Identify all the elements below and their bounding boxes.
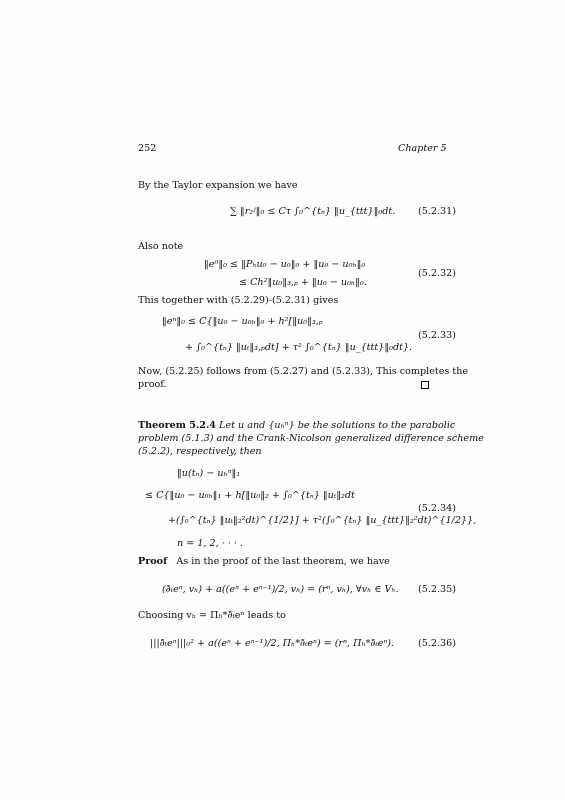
equation-5-2-33-line1: ‖eⁿ‖₀ ≤ C{‖u₀ − u₀ₕ‖₀ + h²[‖u₀‖₃,ₚ	[162, 316, 323, 327]
eq-number-32: (5.2.32)	[418, 268, 457, 279]
theorem-line3: (5.2.2), respectively, then	[138, 446, 262, 457]
text-also-note: Also note	[138, 241, 184, 252]
equation-5-2-34-line3: +(∫₀^{tₙ} ‖uₜ‖₂²dt)^{1/2}] + τ²(∫₀^{tₙ} ‖u_{ttt}‖₂²dt)^{1/2}},	[168, 515, 477, 526]
eq-number-35: (5.2.35)	[418, 584, 457, 595]
text-now-line2: proof.	[138, 379, 167, 390]
equation-5-2-32-line2: ≤ Ch²‖u₀‖₃,ₚ + ‖u₀ − u₀ₕ‖₀.	[239, 277, 367, 288]
equation-5-2-34-line2: ≤ C{‖u₀ − u₀ₕ‖₁ + h[‖u₀‖₂ + ∫₀^{tₙ} ‖uₜ‖₂dt	[145, 490, 355, 501]
text-now-line1: Now, (5.2.25) follows from (5.2.27) and (5.2.33), This completes the	[138, 366, 469, 377]
eq-number-31: (5.2.31)	[418, 206, 457, 217]
equation-5-2-34-line4: n = 1, 2, · · · .	[177, 538, 244, 549]
proof-line1: As in the proof of the last theorem, we have	[176, 556, 390, 567]
equation-5-2-34-line1: ‖u(tₙ) − uₕⁿ‖₁	[177, 468, 241, 479]
equation-5-2-36: |||∂̄ₜeⁿ|||₀² + a((eⁿ + eⁿ⁻¹)/2, Πₕ*∂̄ₜeⁿ) = (rⁿ, Πₕ*∂̄ₜeⁿ).	[150, 638, 395, 649]
theorem-block	[138, 420, 455, 432]
theorem-label: Theorem 5.2.4	[138, 420, 216, 431]
theorem-line1: Let u and {uₕⁿ} be the solutions to the parabolic	[219, 420, 456, 431]
eq-number-36: (5.2.36)	[418, 638, 457, 649]
proof-block	[138, 556, 390, 568]
eq-number-34: (5.2.34)	[418, 503, 457, 514]
eq-number-33: (5.2.33)	[418, 330, 457, 341]
page-number: 252	[138, 143, 157, 154]
qed-symbol	[421, 381, 429, 389]
proof-choosing: Choosing vₕ = Πₕ*∂̄ₜeⁿ leads to	[138, 610, 286, 621]
equation-5-2-31: ∑ ‖r₂ʲ‖₀ ≤ Cτ ∫₀^{tₙ} ‖u_{ttt}‖₀dt.	[230, 206, 396, 217]
text-taylor: By the Taylor expansion we have	[138, 180, 298, 191]
equation-5-2-35: (∂̄ₜeⁿ, vₕ) + a((eⁿ + eⁿ⁻¹)/2, vₕ) = (rⁿ, vₕ), ∀vₕ ∈ Vₕ.	[162, 584, 399, 595]
chapter-header: Chapter 5	[398, 143, 447, 154]
equation-5-2-32-line1: ‖e⁰‖₀ ≤ ‖Pₕu₀ − u₀‖₀ + ‖u₀ − u₀ₕ‖₀	[204, 259, 366, 270]
theorem-line2: problem (5.1.3) and the Crank-Nicolson generalized difference scheme	[138, 433, 484, 444]
proof-label: Proof	[138, 556, 168, 567]
text-together: This together with (5.2.29)-(5.2.31) gives	[138, 295, 339, 306]
equation-5-2-33-line2: + ∫₀^{tₙ} ‖uₜ‖₃,ₚdt] + τ² ∫₀^{tₙ} ‖u_{ttt}‖₀dt}.	[185, 342, 413, 353]
